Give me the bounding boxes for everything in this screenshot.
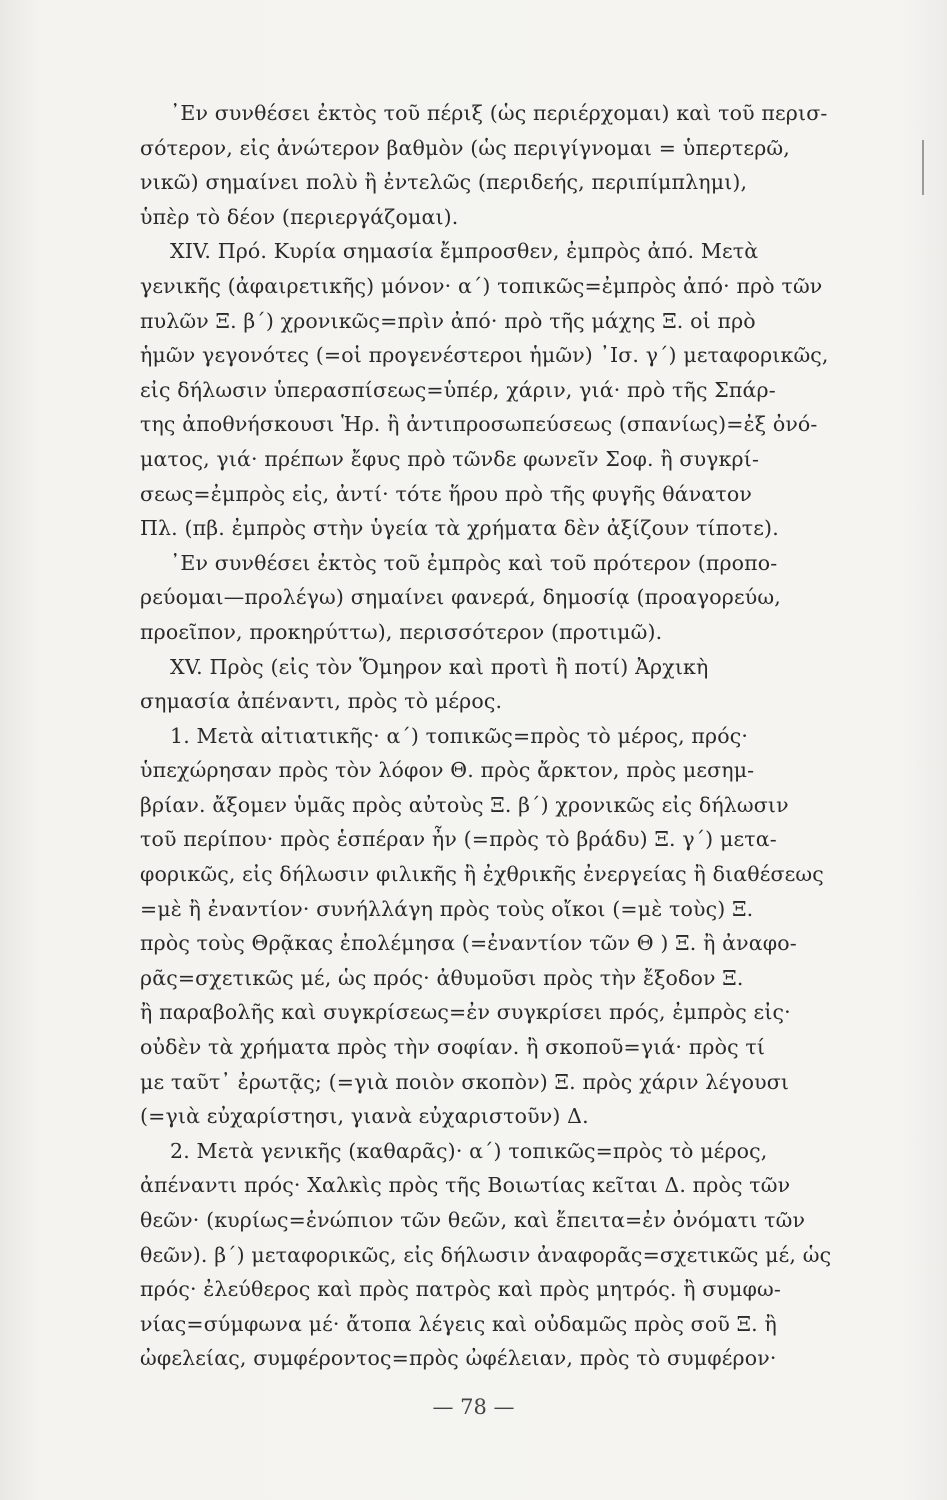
text-line: σημασία ἀπέναντι, πρὸς τὸ μέρος. [140, 689, 503, 714]
text-line: ᾽Εν συνθέσει ἐκτὸς τοῦ πέριξ (ὡς περιέρχομαι) καὶ τοῦ περισ- [170, 101, 828, 125]
text-line: σότερον, εἰς ἀνώτερον βαθμὸν (ὡς περιγίγνομαι = ὑπερτερῶ, [140, 135, 790, 160]
text-line: θεῶν). β΄) μεταφορικῶς, εἰς δήλωσιν ἀναφορᾶς=σχετικῶς μέ, ὡς [140, 1242, 832, 1267]
text-line: της ἀποθνήσκουσι Ἡρ. ἢ ἀντιπροσωπεύσεως (σπανίως)=ἐξ ὀνό- [140, 412, 818, 437]
page-edge-mark [922, 140, 924, 195]
text-line: γενικῆς (ἀφαιρετικῆς) μόνον· α΄) τοπικῶς=ἐμπρὸς ἀπό· πρὸ τῶν [140, 273, 823, 298]
text-line: ρεύομαι—προλέγω) σημαίνει φανερά, δημοσίᾳ (προαγορεύω, [140, 585, 781, 610]
text-line: προεῖπον, προκηρύττω), περισσότερον (προτιμῶ). [140, 619, 663, 644]
text-line: ᾽Εν συνθέσει ἐκτὸς τοῦ ἐμπρὸς καὶ τοῦ πρότερον (προπο- [170, 550, 778, 575]
text-line: ἡμῶν γεγονότες (=οἱ προγενέστεροι ἡμῶν) ᾽Ισ. γ΄) μεταφορικῶς, [140, 343, 829, 368]
text-line: θεῶν· (κυρίως=ἐνώπιον τῶν θεῶν, καὶ ἔπειτα=ἐν ὀνόματι τῶν [140, 1208, 806, 1232]
text-line: πρός· ἐλεύθερος καὶ πρὸς πατρὸς καὶ πρὸς μητρός. ἢ συμφω- [140, 1277, 781, 1302]
text-line: ματος, γιά· πρέπων ἔφυς πρὸ τῶνδε φωνεῖν Σοφ. ἢ συγκρί- [140, 446, 760, 471]
text-line: βρίαν. ἄξομεν ὑμᾶς πρὸς αὐτοὺς Ξ. β΄) χρονικῶς εἰς δήλωσιν [140, 792, 789, 817]
text-line: ἢ παραβολῆς καὶ συγκρίσεως=ἐν συγκρίσει πρός, ἐμπρὸς εἰς· [140, 1000, 791, 1025]
text-line: 2. Μετὰ γενικῆς (καθαρᾶς)· α΄) τοπικῶς=πρὸς τὸ μέρος, [170, 1138, 768, 1163]
text-line: ὑπὲρ τὸ δέον (περιεργάζομαι). [140, 204, 459, 229]
text-line: ρᾶς=σχετικῶς μέ, ὡς πρός· ἀθυμοῦσι πρὸς τὴν ἔξοδον Ξ. [140, 965, 744, 990]
text-line: ὑπεχώρησαν πρὸς τὸν λόφον Θ. πρὸς ἄρκτον, πρὸς μεσημ- [140, 758, 755, 783]
text-line: με ταῦτ᾽ ἐρωτᾷς; (=γιὰ ποιὸν σκοπὸν) Ξ. πρὸς χάριν λέγουσι [140, 1069, 790, 1094]
text-line: πρὸς τοὺς Θρᾷκας ἐπολέμησα (=ἐναντίον τῶν Θ ) Ξ. ἢ ἀναφο- [140, 931, 797, 956]
text-line: σεως=ἐμπρὸς εἰς, ἀντί· τότε ἥρου πρὸ τῆς φυγῆς θάνατον [140, 481, 752, 506]
text-line: εἰς δήλωσιν ὑπερασπίσεως=ὑπέρ, χάριν, γιά· πρὸ τῆς Σπάρ- [140, 377, 776, 402]
page-number: — 78 — [432, 1395, 515, 1419]
text-line: ἀπέναντι πρός· Χαλκὶς πρὸς τῆς Βοιωτίας κεῖται Δ. πρὸς τῶν [140, 1173, 791, 1198]
text-line: οὐδὲν τὰ χρήματα πρὸς τὴν σοφίαν. ἢ σκοποῦ=γιά· πρὸς τί [140, 1035, 766, 1060]
text-line: XV. Πρὸς (εἰς τὸν Ὅμηρον καὶ προτὶ ἢ ποτί) Ἀρχικὴ [170, 654, 709, 679]
text-line: 1. Μετὰ αἰτιατικῆς· α΄) τοπικῶς=πρὸς τὸ μέρος, πρός· [170, 723, 749, 748]
text-line: (=γιὰ εὐχαρίστησι, γιανὰ εὐχαριστοῦν) Δ. [140, 1104, 589, 1129]
text-line: XIV. Πρό. Κυρία σημασία ἔμπροσθεν, ἐμπρὸς ἀπό. Μετὰ [170, 239, 759, 264]
text-line: ὠφελείας, συμφέροντος=πρὸς ὠφέλειαν, πρὸς τὸ συμφέρον· [140, 1346, 777, 1371]
text-line: νικῶ) σημαίνει πολὺ ἢ ἐντελῶς (περιδεής, περιπίμπλημι), [140, 170, 748, 195]
body-text [140, 96, 905, 1376]
text-line: νίας=σύμφωνα μέ· ἄτοπα λέγεις καὶ οὐδαμῶς πρὸς σοῦ Ξ. ἢ [140, 1311, 777, 1336]
text-line: Πλ. (πβ. ἐμπρὸς στὴν ὑγεία τὰ χρήματα δὲν ἀξίζουν τίποτε). [140, 516, 779, 541]
text-line: τοῦ περίπου· πρὸς ἑσπέραν ἦν (=πρὸς τὸ βράδυ) Ξ. γ΄) μετα- [140, 827, 777, 852]
text-line: πυλῶν Ξ. β΄) χρονικῶς=πρὶν ἀπό· πρὸ τῆς μάχης Ξ. οἱ πρὸ [140, 308, 756, 333]
text-line: φορικῶς, εἰς δήλωσιν φιλικῆς ἢ ἐχθρικῆς ἐνεργείας ἢ διαθέσεως [140, 862, 824, 887]
text-line: =μὲ ἢ ἐναντίον· συνήλλάγη πρὸς τοὺς οἴκοι (=μὲ τοὺς) Ξ. [140, 896, 754, 921]
